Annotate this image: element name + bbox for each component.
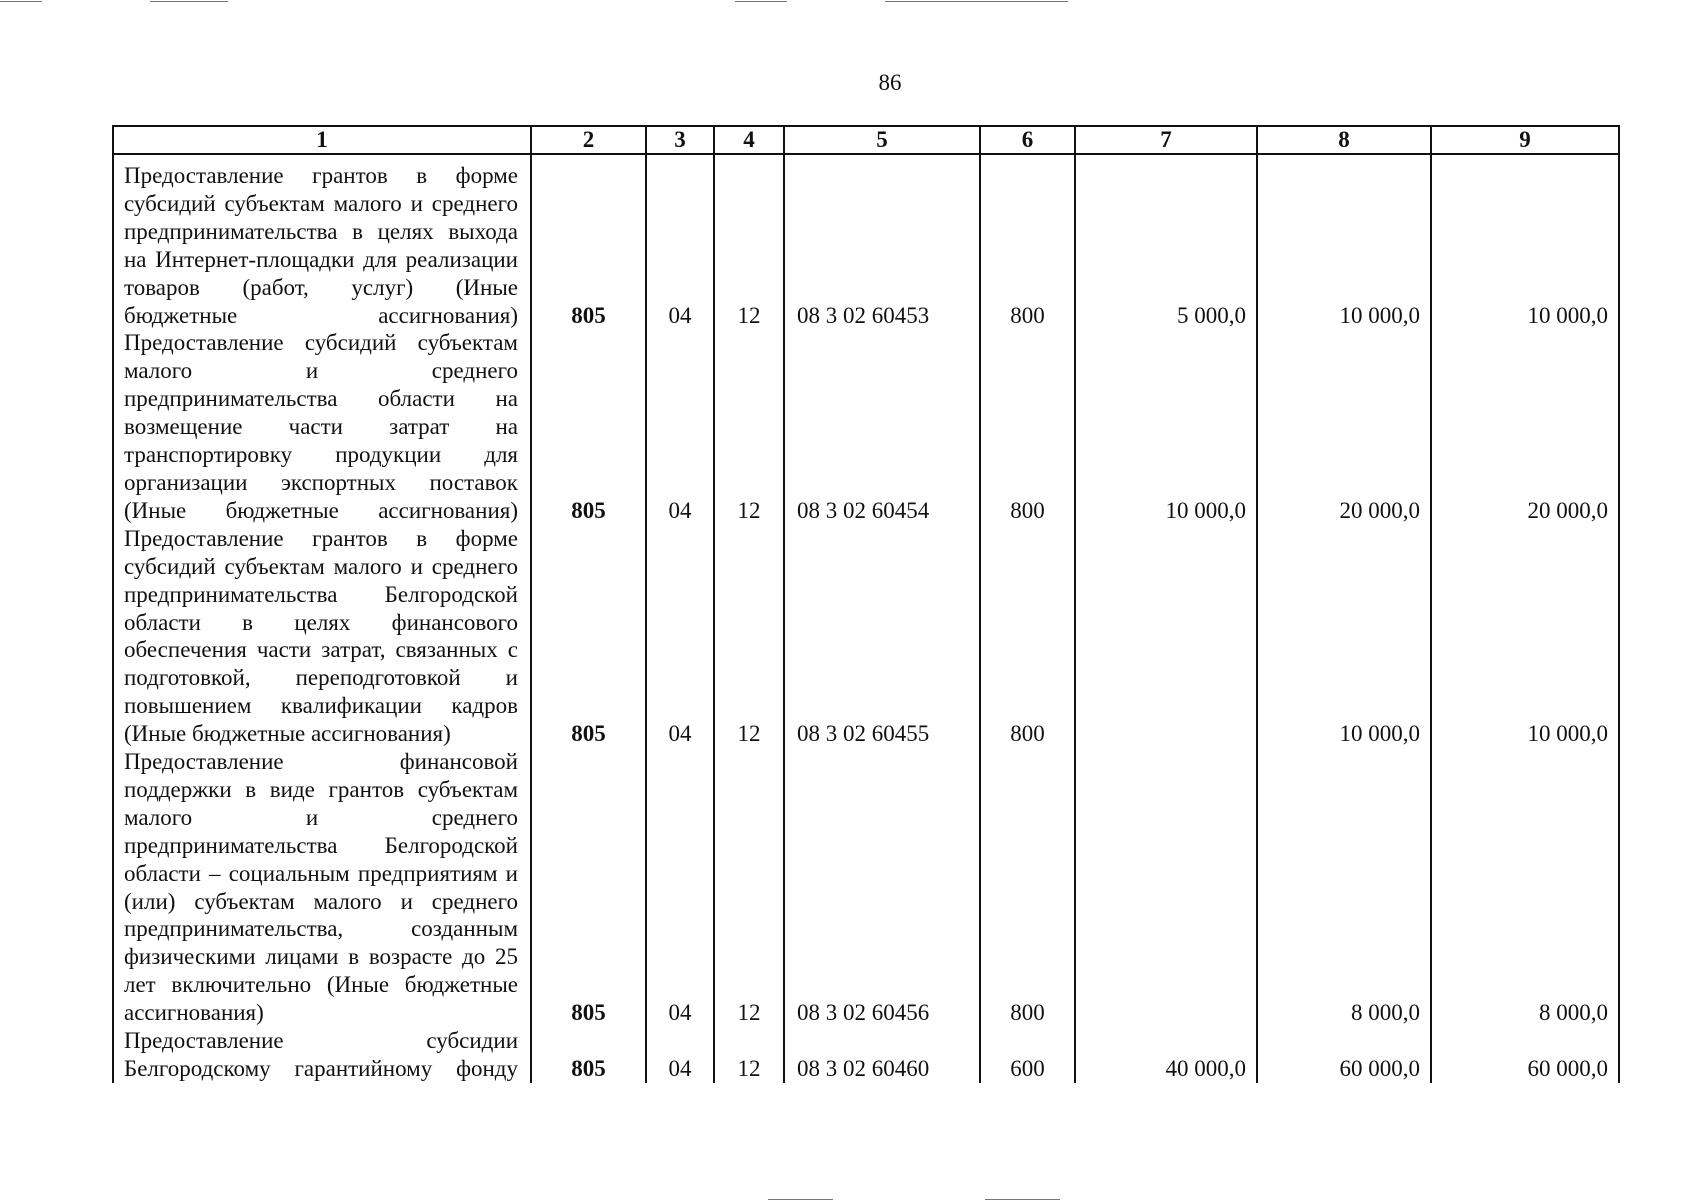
expense-description: Предоставление грантов в форме субсидий субъектам малого и среднего предпринимательства Белгородской области в целях финансового обеспечения части затрат, связанных с подготовкой, переподготовкой и повышением квалификации кадров (Иные бюджетные ассигнования) xyxy=(113,525,531,748)
subsection-code: 12 xyxy=(714,748,784,1027)
section-code: 04 xyxy=(646,525,714,748)
target-article-code: 08 3 02 60454 xyxy=(784,329,980,524)
admin-code: 805 xyxy=(531,154,646,329)
column-header: 2 xyxy=(531,126,646,154)
expense-description: Предоставление финансовой поддержки в виде грантов субъектам малого и среднего предпринимательства Белгородской области – социальным предприятиям и (или) субъектам малого и среднего предпринимательства, созданным физическими лицами в возрасте до 25 лет включительно (Иные бюджетные ассигнования) xyxy=(113,748,531,1027)
amount-column-7 xyxy=(1075,525,1257,748)
column-header: 9 xyxy=(1431,126,1619,154)
description-line: Белгородскому гарантийному фонду xyxy=(124,1056,518,1081)
amount-column-9: 8 000,0 xyxy=(1431,748,1619,1027)
table-header-row xyxy=(113,126,1619,154)
amount-column-8: 10 000,0 xyxy=(1257,525,1431,748)
column-header: 7 xyxy=(1075,126,1257,154)
expense-type-code: 800 xyxy=(980,748,1075,1027)
column-header: 1 xyxy=(113,126,531,154)
amount-column-8: 10 000,0 xyxy=(1257,154,1431,329)
subsection-code: 12 xyxy=(714,154,784,329)
target-article-code: 08 3 02 60453 xyxy=(784,154,980,329)
budget-table xyxy=(112,125,1620,1083)
section-code: 04 xyxy=(646,329,714,524)
column-header: 8 xyxy=(1257,126,1431,154)
amount-column-8: 60 000,0 xyxy=(1257,1027,1431,1083)
column-header: 6 xyxy=(980,126,1075,154)
expense-type-code: 600 xyxy=(980,1027,1075,1083)
amount-column-8: 8 000,0 xyxy=(1257,748,1431,1027)
amount-column-9: 20 000,0 xyxy=(1431,329,1619,524)
expense-type-code: 800 xyxy=(980,525,1075,748)
subsection-code: 12 xyxy=(714,1027,784,1083)
expense-description xyxy=(113,1027,531,1083)
section-code: 04 xyxy=(646,154,714,329)
admin-code: 805 xyxy=(531,525,646,748)
column-header: 4 xyxy=(714,126,784,154)
amount-column-7: 40 000,0 xyxy=(1075,1027,1257,1083)
scan-edge-mark xyxy=(735,1,787,2)
subsection-code: 12 xyxy=(714,525,784,748)
column-header: 5 xyxy=(784,126,980,154)
target-article-code: 08 3 02 60460 xyxy=(784,1027,980,1083)
description-line: Предоставление субсидии xyxy=(124,1028,518,1054)
expense-description: Предоставление субсидий субъектам малого и среднего предпринимательства области на возмещение части затрат на транспортировку продукции для организации экспортных поставок (Иные бюджетные ассигнования) xyxy=(113,329,531,524)
table-row xyxy=(113,1027,1619,1083)
scan-edge-mark xyxy=(0,1,42,2)
amount-column-9: 10 000,0 xyxy=(1431,525,1619,748)
section-code: 04 xyxy=(646,1027,714,1083)
admin-code: 805 xyxy=(531,1027,646,1083)
subsection-code: 12 xyxy=(714,329,784,524)
scan-edge-mark xyxy=(150,1,228,2)
table-row xyxy=(113,525,1619,748)
amount-column-7: 5 000,0 xyxy=(1075,154,1257,329)
target-article-code: 08 3 02 60456 xyxy=(784,748,980,1027)
column-header: 3 xyxy=(646,126,714,154)
scan-edge-mark xyxy=(885,1,1068,2)
target-article-code: 08 3 02 60455 xyxy=(784,525,980,748)
expense-type-code: 800 xyxy=(980,154,1075,329)
table-row xyxy=(113,329,1619,524)
table-row xyxy=(113,154,1619,329)
amount-column-8: 20 000,0 xyxy=(1257,329,1431,524)
amount-column-7: 10 000,0 xyxy=(1075,329,1257,524)
admin-code: 805 xyxy=(531,748,646,1027)
expense-description: Предоставление грантов в форме субсидий субъектам малого и среднего предпринимательства в целях выхода на Интернет-площадки для реализации товаров (работ, услуг) (Иные бюджетные ассигнования) xyxy=(113,154,531,329)
amount-column-9: 10 000,0 xyxy=(1431,154,1619,329)
section-code: 04 xyxy=(646,748,714,1027)
table-row xyxy=(113,748,1619,1027)
page-number: 86 xyxy=(878,70,902,95)
amount-column-9: 60 000,0 xyxy=(1431,1027,1619,1083)
expense-type-code: 800 xyxy=(980,329,1075,524)
admin-code: 805 xyxy=(531,329,646,524)
amount-column-7 xyxy=(1075,748,1257,1027)
